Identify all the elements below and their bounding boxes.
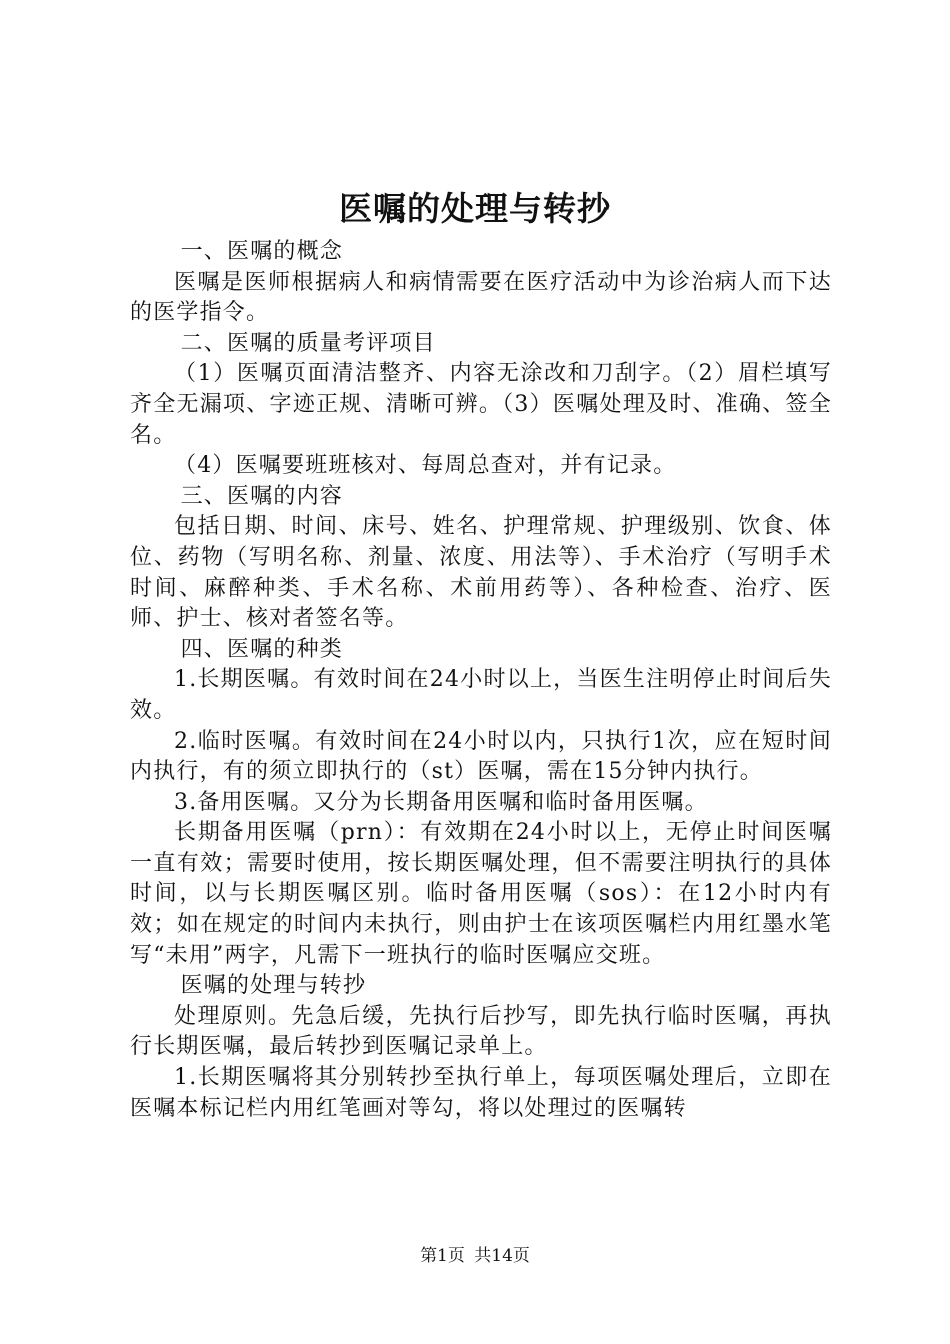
section-heading: 四、医嘱的种类 [180, 636, 343, 662]
paragraph: 处理原则。先急后缓，先执行后抄写，即先执行临时医嘱，再执行长期医嘱，最后转抄到医嘱记录单上。 [130, 1003, 832, 1060]
document-title: 医嘱的处理与转抄 [339, 189, 611, 228]
section-heading: 二、医嘱的质量考评项目 [180, 330, 436, 356]
paragraph: 医嘱是医师根据病人和病情需要在医疗活动中为诊治病人而下达的医学指令。 [130, 269, 832, 326]
page-footer: 第1页 共14页 [420, 1246, 530, 1266]
paragraph: 1.长期医嘱。有效时间在24小时以上，当医生注明停止时间后失效。 [130, 667, 832, 723]
paragraph: 2.临时医嘱。有效时间在24小时以内，只执行1次，应在短时间内执行，有的须立即执行的（st）医嘱，需在15分钟内执行。 [130, 728, 832, 785]
section-heading: 医嘱的处理与转抄 [180, 973, 367, 999]
section-heading: 三、医嘱的内容 [180, 483, 343, 509]
paragraph: 3.备用医嘱。又分为长期备用医嘱和临时备用医嘱。 [174, 789, 708, 815]
paragraph: （1）医嘱页面清洁整齐、内容无涂改和刀刮字。（2）眉栏填写齐全无漏项、字迹正规、清晰可辨。（3）医嘱处理及时、准确、签全名。 [130, 361, 832, 448]
section-heading: 一、医嘱的概念 [180, 239, 343, 264]
paragraph: （4）医嘱要班班核对、每周总查对，并有记录。 [174, 453, 677, 479]
paragraph: 包括日期、时间、床号、姓名、护理常规、护理级别、饮食、体位、药物（写明名称、剂量、浓度、用法等）、手术治疗（写明手术时间、麻醉种类、手术名称、术前用药等）、各种检查、治疗、医师、护士、核对者签名等。 [130, 514, 832, 632]
paragraph: 长期备用医嘱（prn）：有效期在24小时以上，无停止时间医嘱一直有效；需要时使用，按长期医嘱处理，但不需要注明执行的具体时间，以与长期医嘱区别。临时备用医嘱（sos）：在12小时内有效；如在规定的时间内未执行，则由护士在该项医嘱栏内用红墨水笔写“未用”两字，凡需下一班执行的临时医嘱应交班。 [130, 820, 832, 968]
document-body [130, 237, 832, 1124]
paragraph: 1.长期医嘱将其分别转抄至执行单上，每项医嘱处理后，立即在医嘱本标记栏内用红笔画对等勾，将以处理过的医嘱转 [130, 1065, 832, 1121]
